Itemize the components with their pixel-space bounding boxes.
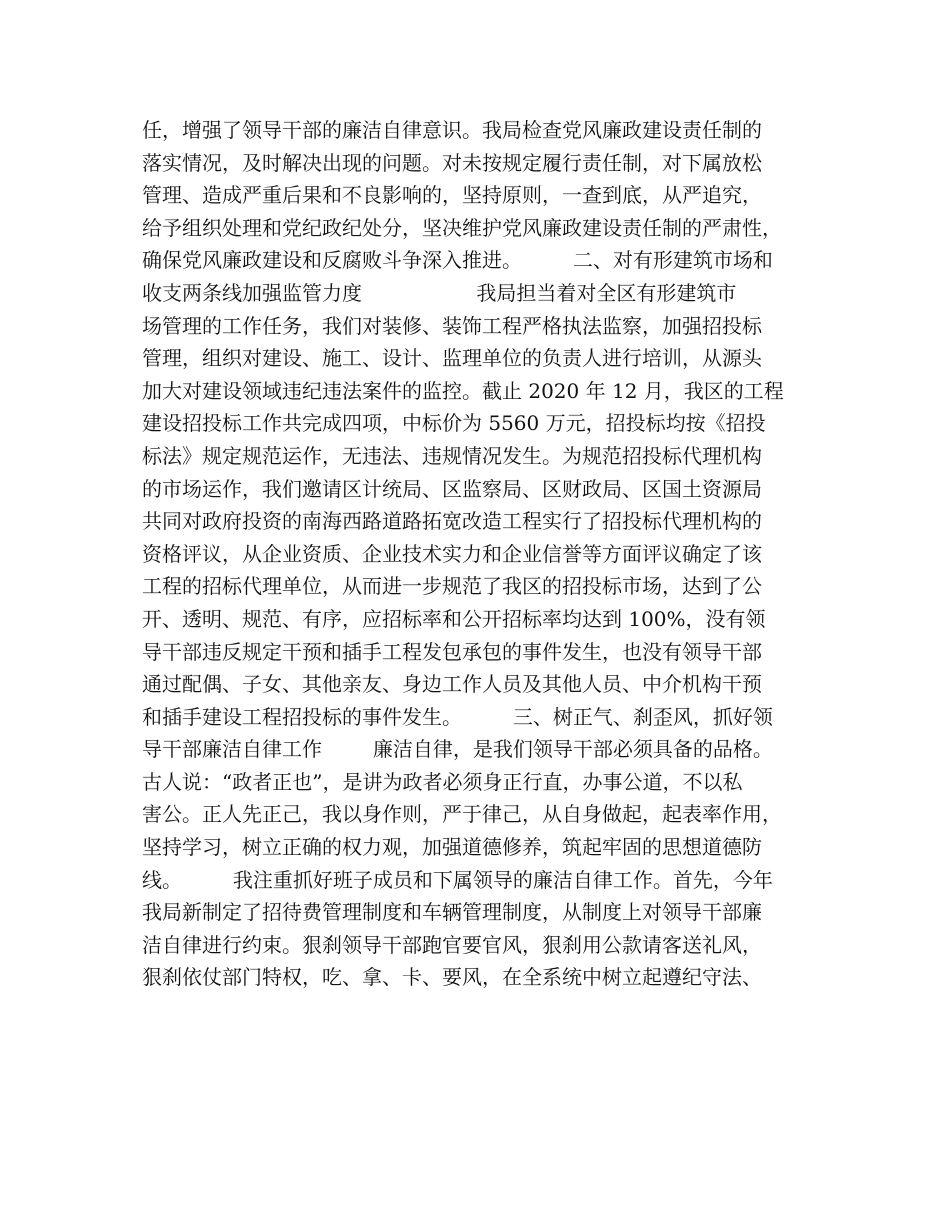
text-line: 我局新制定了招待费管理制度和车辆管理制度，从制度上对领导干部廉 — [142, 900, 762, 925]
text-line: 落实情况，及时解决出现的问题。对未按规定履行责任制，对下属放松 — [142, 150, 762, 175]
text-line: 共同对政府投资的南海西路道路拓宽改造工程实行了招投标代理机构的 — [142, 509, 762, 534]
text-line: 给予组织处理和党纪政纪处分，坚决维护党风廉政建设责任制的严肃性， — [142, 215, 782, 240]
body-text — [142, 114, 822, 994]
text-line: 开、透明、规范、有序，应招标率和公开招标率均达到 100%，没有领 — [142, 606, 766, 631]
text-line: 通过配偶、子女、其他亲友、身边工作人员及其他人员、中介机构干预 — [142, 672, 762, 697]
text-line: 导干部违反规定干预和插手工程发包承包的事件发生，也没有领导干部 — [142, 639, 762, 664]
text-line: 坚持学习，树立正确的权力观，加强道德修养，筑起牢固的思想道德防 — [142, 835, 762, 860]
text-line: 收支两条线加强监管力度 我局担当着对全区有形建筑市 — [142, 280, 737, 305]
text-line: 的市场运作，我们邀请区计统局、区监察局、区财政局、区国土资源局 — [142, 476, 762, 501]
text-line: 任，增强了领导干部的廉洁自律意识。我局检查党风廉政建设责任制的 — [142, 118, 762, 142]
text-line: 场管理的工作任务，我们对装修、装饰工程严格执法监察，加强招投标 — [142, 313, 762, 338]
text-line: 加大对建设领域违纪违法案件的监控。截止 2020 年 12 月，我区的工程 — [142, 378, 784, 403]
text-line: 确保党风廉政建设和反腐败斗争深入推进。 二、对有形建筑市场和 — [142, 248, 773, 273]
text-line: 洁自律进行约束。狠刹领导干部跑官要官风，狠刹用公款请客送礼风， — [142, 932, 762, 957]
text-line: 管理、造成严重后果和不良影响的，坚持原则，一查到底，从严追究， — [142, 183, 762, 208]
text-line: 标法》规定规范运作，无违法、违规情况发生。为规范招投标代理机构 — [142, 443, 762, 468]
text-line: 狠刹依仗部门特权，吃、拿、卡、要风，在全系统中树立起遵纪守法、 — [142, 965, 762, 990]
text-line: 线。 我注重抓好班子成员和下属领导的廉洁自律工作。首先，今年 — [142, 867, 773, 892]
text-line: 管理，组织对建设、施工、设计、监理单位的负责人进行培训，从源头 — [142, 346, 762, 371]
text-line: 害公。正人先正己，我以身作则，严于律己，从自身做起，起表率作用， — [142, 802, 782, 827]
text-line: 资格评议，从企业资质、企业技术实力和企业信誉等方面评议确定了该 — [142, 541, 762, 566]
text-line: 古人说：“政者正也”，是讲为政者必须身正行直，办事公道，不以私 — [142, 769, 743, 794]
text-line: 建设招投标工作共完成四项，中标价为 5560 万元，招投标均按《招投 — [142, 411, 766, 436]
text-line: 和插手建设工程招投标的事件发生。 三、树正气、刹歪风，抓好领 — [142, 704, 773, 729]
text-line: 导干部廉洁自律工作 廉洁自律，是我们领导干部必须具备的品格。 — [142, 737, 773, 762]
text-line: 工程的招标代理单位，从而进一步规范了我区的招投标市场，达到了公 — [142, 574, 762, 599]
